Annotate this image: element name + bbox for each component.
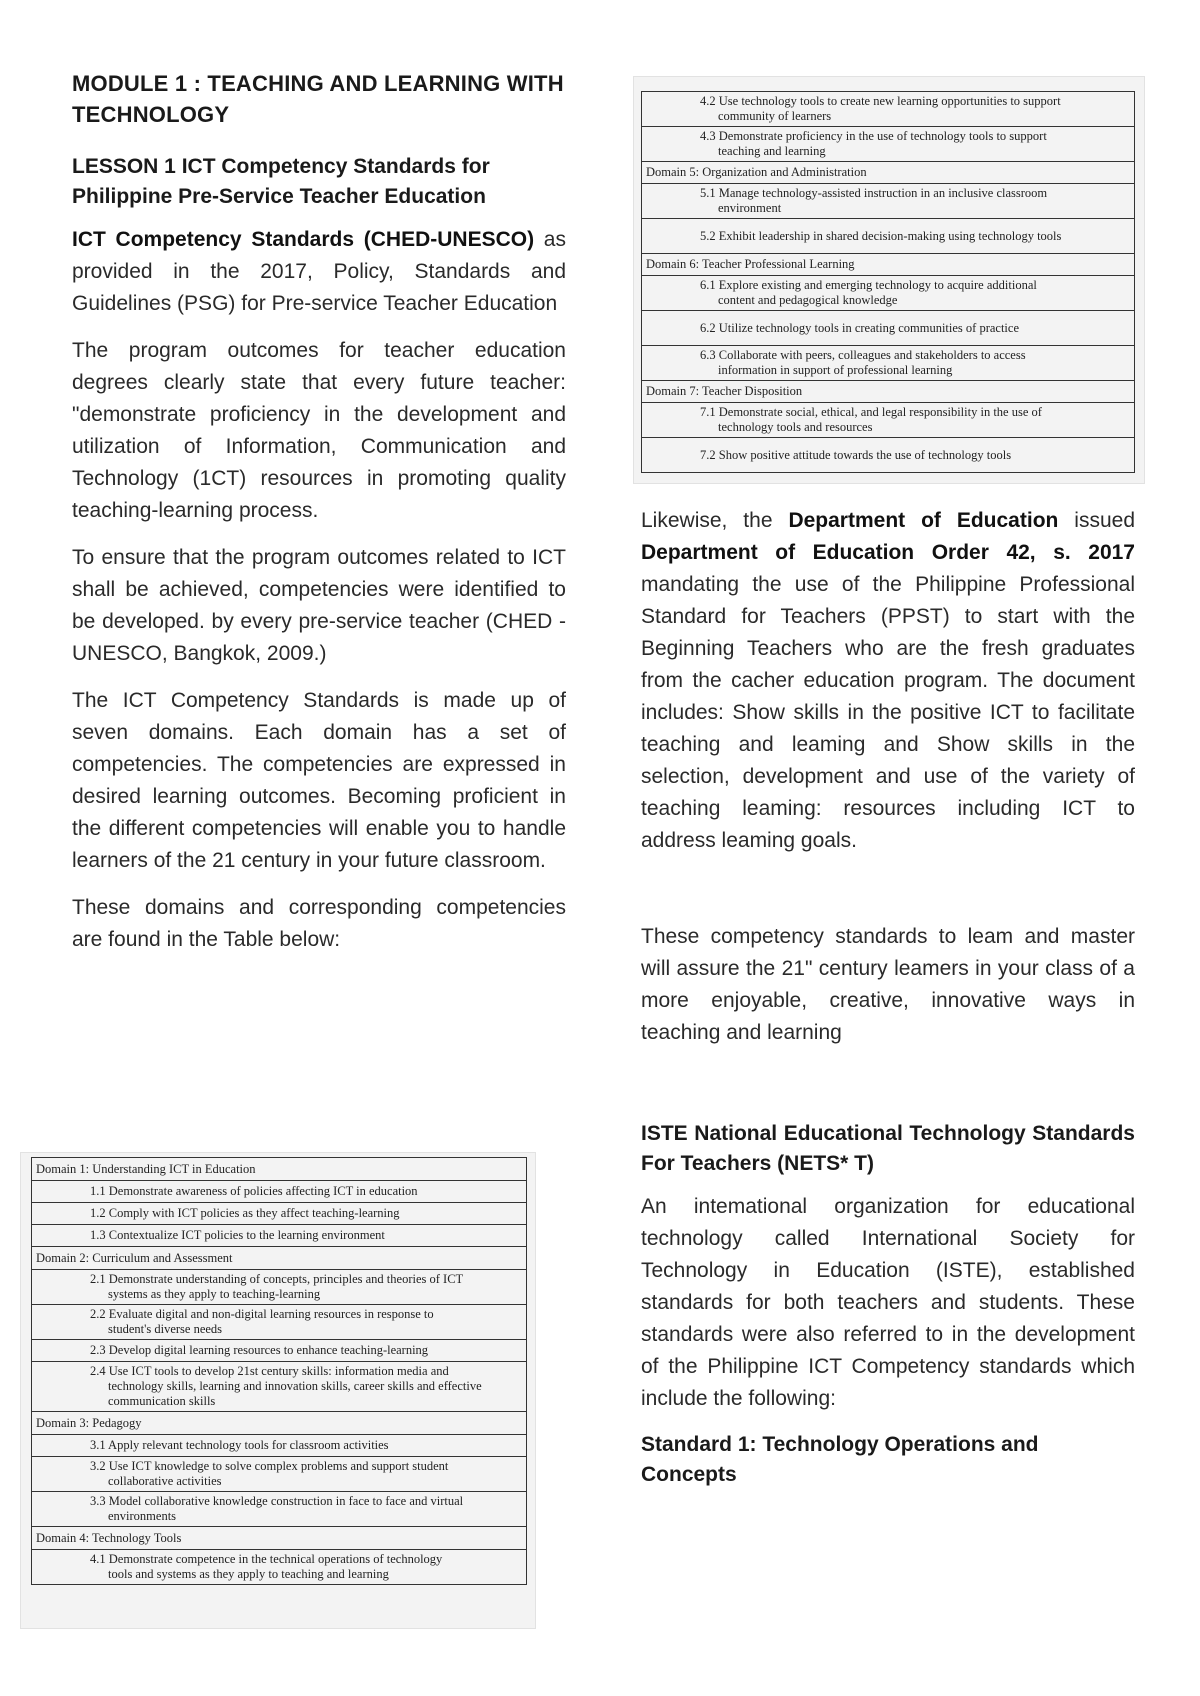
domain-label: Domain 5: Organization and Administration bbox=[646, 165, 867, 179]
competency-text: 1.3 Contextualize ICT policies to the learning environment bbox=[90, 1228, 385, 1242]
competency-row bbox=[32, 1457, 527, 1492]
competency-text: 5.2 Exhibit leadership in shared decision-making using technology tools bbox=[700, 228, 1062, 243]
competency-text: 2.2 Evaluate digital and non-digital learning resources in response to bbox=[90, 1307, 434, 1321]
competency-table-1 bbox=[31, 1157, 527, 1585]
competency-continuation: tools and systems as they apply to teaching and learning bbox=[108, 1567, 389, 1581]
domain-row bbox=[642, 381, 1135, 403]
competency-row bbox=[642, 403, 1135, 438]
table-intro-paragraph: These domains and corresponding competencies are found in the Table below: bbox=[72, 896, 566, 951]
right-column bbox=[641, 505, 1135, 1502]
competency-text: 1.2 Comply with ICT policies as they affect teaching-learning bbox=[90, 1206, 400, 1220]
iste-paragraph: An intemational organization for educational technology called International Society for Technology in Education (ISTE), established standards for both teachers and students. These standards were also referred to in the development of the Philippine ICT Competency standards which include the following: bbox=[641, 1195, 1135, 1410]
competency-text: 3.3 Model collaborative knowledge construction in face to face and virtual bbox=[90, 1494, 464, 1508]
domain-label: Domain 6: Teacher Professional Learning bbox=[646, 257, 855, 271]
competency-continuation: community of learners bbox=[718, 109, 832, 123]
competency-text: 3.2 Use ICT knowledge to solve complex problems and support student bbox=[90, 1459, 449, 1473]
competency-row bbox=[642, 311, 1135, 346]
competency-row bbox=[642, 92, 1135, 127]
competency-continuation: collaborative activities bbox=[108, 1474, 222, 1488]
seven-domains-paragraph: The ICT Competency Standards is made up of seven domains. Each domain has a set of competencies. The competencies are expressed in desired learning outcomes. Becoming proficient in the different competencies will enable you to handle learners of the 21 century in your future classroom. bbox=[72, 689, 566, 872]
competency-row bbox=[642, 346, 1135, 381]
competency-text: 4.1 Demonstrate competence in the technical operations of technology bbox=[90, 1552, 443, 1566]
competency-text: 5.1 Manage technology-assisted instruction in an inclusive classroom bbox=[700, 186, 1048, 200]
standard-1-heading: Standard 1: Technology Operations and Concepts bbox=[641, 1433, 1039, 1486]
competency-continuation: environment bbox=[718, 201, 782, 215]
competency-text: 7.1 Demonstrate social, ethical, and legal responsibility in the use of bbox=[700, 405, 1042, 419]
deped-bold-b: Department of Education Order 42, s. 2017 bbox=[641, 541, 1135, 564]
domain-row bbox=[32, 1527, 527, 1550]
domain-label: Domain 7: Teacher Disposition bbox=[646, 384, 803, 398]
competency-row bbox=[642, 276, 1135, 311]
competency-row bbox=[32, 1270, 527, 1305]
competency-text: 1.1 Demonstrate awareness of policies affecting ICT in education bbox=[90, 1184, 418, 1198]
competency-row bbox=[642, 127, 1135, 162]
competency-continuation: systems as they apply to teaching-learning bbox=[108, 1287, 321, 1301]
domain-label: Domain 3: Pedagogy bbox=[36, 1415, 142, 1430]
competency-table-scan-1 bbox=[20, 1152, 536, 1629]
competency-table-2 bbox=[641, 91, 1135, 473]
domain-label: Domain 2: Curriculum and Assessment bbox=[36, 1250, 233, 1265]
intro-bold: ICT Competency Standards (CHED-UNESCO) bbox=[72, 228, 535, 251]
competency-continuation: technology tools and resources bbox=[718, 420, 873, 434]
domain-row bbox=[32, 1247, 527, 1270]
deped-text-b: issued bbox=[1058, 509, 1136, 532]
competency-text: 2.4 Use ICT tools to develop 21st century skills: information media and bbox=[90, 1364, 449, 1378]
competency-row bbox=[32, 1550, 527, 1585]
domain-row bbox=[32, 1412, 527, 1435]
domain-row bbox=[32, 1158, 527, 1181]
competency-text: 4.2 Use technology tools to create new learning opportunities to support bbox=[700, 94, 1061, 108]
left-column bbox=[72, 68, 566, 971]
competency-continuation: student's diverse needs bbox=[108, 1322, 223, 1336]
competency-row bbox=[32, 1181, 527, 1203]
competency-row bbox=[32, 1340, 527, 1362]
ensure-outcomes-paragraph: To ensure that the program outcomes related to ICT shall be achieved, competencies were identified to be developed. by every pre-service teacher (CHED - UNESCO, Bangkok, 2009.) bbox=[72, 546, 566, 665]
competency-row bbox=[32, 1203, 527, 1225]
competency-row bbox=[32, 1492, 527, 1527]
competency-text: 6.3 Collaborate with peers, colleagues and stakeholders to access bbox=[700, 348, 1026, 362]
domain-label: Domain 1: Understanding ICT in Education bbox=[36, 1161, 256, 1176]
module-title: MODULE 1 : TEACHING AND LEARNING WITH TECHNOLOGY bbox=[72, 71, 564, 127]
intro-paragraph bbox=[72, 224, 566, 320]
competency-text: 6.2 Utilize technology tools in creating communities of practice bbox=[700, 320, 1020, 335]
deped-bold-a: Department of Education bbox=[788, 509, 1059, 532]
competency-text: 4.3 Demonstrate proficiency in the use of technology tools to support bbox=[700, 129, 1047, 143]
competency-text: 2.3 Develop digital learning resources to enhance teaching-learning bbox=[90, 1343, 429, 1357]
intro-rest: as provided in the 2017, Policy, Standards and Guidelines (PSG) for Pre-service Teacher Education bbox=[72, 228, 566, 315]
competency-text: 3.1 Apply relevant technology tools for classroom activities bbox=[90, 1438, 389, 1452]
competency-row bbox=[642, 184, 1135, 219]
competency-row bbox=[642, 219, 1135, 254]
iste-heading: ISTE National Educational Technology Standards For Teachers (NETS* T) bbox=[641, 1122, 1135, 1175]
lesson-title: LESSON 1 ICT Competency Standards for Philippine Pre-Service Teacher Education bbox=[72, 155, 490, 208]
competency-continuation: environments bbox=[108, 1509, 177, 1523]
standards-paragraph: These competency standards to leam and master will assure the 21" century leamers in your class of a more enjoyable, creative, innovative ways in teaching and learning bbox=[641, 925, 1135, 1044]
domain-label: Domain 4: Technology Tools bbox=[36, 1530, 182, 1545]
competency-continuation: teaching and learning bbox=[718, 144, 826, 158]
competency-row bbox=[32, 1225, 527, 1247]
competency-row bbox=[32, 1305, 527, 1340]
competency-row bbox=[32, 1435, 527, 1457]
competency-continuation: technology skills, learning and innovation skills, career skills and effective communication skills bbox=[108, 1379, 482, 1408]
competency-text: 7.2 Show positive attitude towards the use of technology tools bbox=[700, 447, 1012, 462]
deped-paragraph bbox=[641, 505, 1135, 857]
domain-row bbox=[642, 254, 1135, 276]
competency-text: 2.1 Demonstrate understanding of concepts, principles and theories of ICT bbox=[90, 1272, 464, 1286]
deped-text-a: Likewise, the bbox=[641, 509, 789, 532]
domain-row bbox=[642, 162, 1135, 184]
competency-text: 6.1 Explore existing and emerging technology to acquire additional bbox=[700, 278, 1037, 292]
deped-text-c: mandating the use of the Philippine Professional Standard for Teachers (PPST) to start with the Beginning Teachers who are the fresh graduates from the cacher education program. The document includes: Show skills in the positive ICT to facilitate teaching and leaming and Show skills in the selection, development and use of the variety of teaching leaming: resources including ICT to address leaming goals. bbox=[641, 573, 1135, 852]
competency-row bbox=[642, 438, 1135, 473]
competency-continuation: information in support of professional learning bbox=[718, 363, 953, 377]
competency-row bbox=[32, 1362, 527, 1412]
competency-table-scan-2 bbox=[633, 76, 1145, 484]
program-outcomes-paragraph: The program outcomes for teacher education degrees clearly state that every future teacher: "demonstrate proficiency in the development and utilization of Information, Communication and Technology (1CT) resources in promoting quality teaching-learning process. bbox=[72, 339, 566, 522]
competency-continuation: content and pedagogical knowledge bbox=[718, 293, 898, 307]
